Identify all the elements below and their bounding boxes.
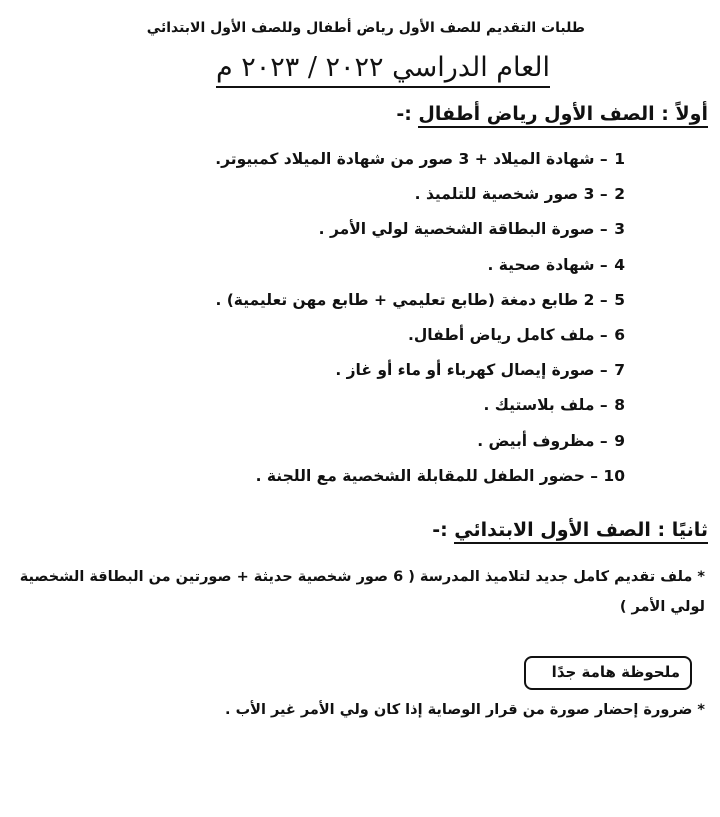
list-item	[65, 145, 625, 180]
document-title: طلبات التقديم للصف الأول رياض أطفال وللصف الأول الابتدائي	[146, 20, 585, 36]
important-note-label: ملحوظة هامة جدًا	[551, 663, 680, 681]
list-item	[65, 391, 625, 426]
section-primary-suffix: :-	[432, 519, 455, 541]
kg-requirements-list	[65, 145, 625, 497]
item-text: – صورة البطاقة الشخصية لولي الأمر .	[318, 220, 613, 239]
academic-year: العام الدراسي ٢٠٢٢ / ٢٠٢٣ م	[216, 52, 550, 88]
item-text: – شهادة الميلاد + 3 صور من شهادة الميلاد كمبيوتر.	[215, 150, 613, 168]
section-primary-title: ثانيًا : الصف الأول الابتدائي	[454, 519, 708, 544]
item-number: 2	[614, 185, 625, 204]
list-item	[65, 286, 625, 321]
item-text: – مظروف أبيض .	[477, 431, 613, 450]
list-item	[65, 462, 625, 497]
section-kg-suffix: :-	[396, 103, 419, 125]
item-number: 5	[614, 290, 625, 309]
item-number: 10	[603, 466, 625, 485]
important-note-badge	[524, 656, 692, 690]
list-item	[65, 251, 625, 286]
item-text: – 3 صور شخصية للتلميذ .	[414, 185, 613, 204]
item-text: – 2 طابع دمغة (طابع تعليمي + طابع مهن تعليمية) .	[215, 290, 613, 309]
item-text: – صورة إيصال كهرباء أو ماء أو غاز .	[335, 361, 613, 380]
list-item	[65, 321, 625, 356]
item-number: 7	[614, 361, 625, 380]
item-number: 4	[614, 255, 625, 274]
important-note-text: * ضرورة إحضار صورة من قرار الوصاية إذا كان ولي الأمر غير الأب .	[225, 702, 705, 718]
item-text: – حضور الطفل للمقابلة الشخصية مع اللجنة .	[255, 466, 604, 485]
item-number: 9	[614, 431, 625, 450]
item-number: 6	[614, 325, 625, 344]
section-kg-title: أولاً : الصف الأول رياض أطفال	[418, 103, 708, 128]
item-number: 8	[614, 396, 625, 415]
item-number: 1	[614, 150, 625, 168]
primary-requirement-note: * ملف تقديم كامل جديد لتلاميذ المدرسة ( 6 صور شخصية حديثة + صورتين من البطاقة الشخصية لولي الأمر )	[19, 569, 705, 615]
item-text: – ملف بلاستيك .	[483, 396, 613, 415]
item-text: – ملف كامل رياض أطفال.	[407, 325, 613, 344]
list-item	[65, 356, 625, 391]
list-item	[65, 180, 625, 215]
list-item	[65, 427, 625, 462]
section-kg-heading	[396, 103, 708, 125]
item-text: – شهادة صحية .	[487, 255, 613, 274]
list-item	[65, 215, 625, 250]
item-number: 3	[614, 220, 625, 239]
section-primary-heading	[432, 519, 708, 541]
